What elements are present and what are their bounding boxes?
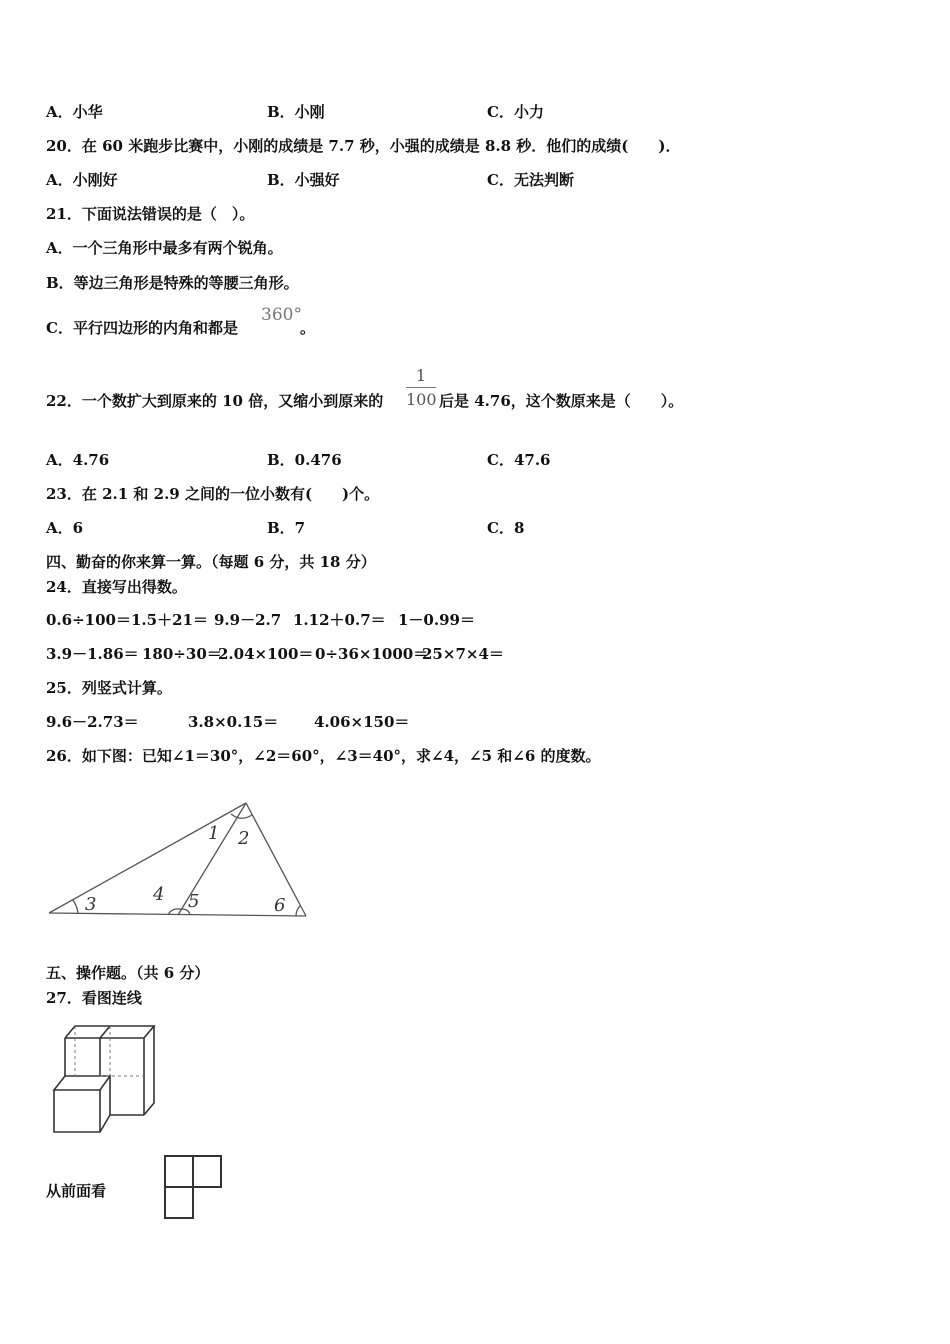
angle-arc-3 <box>73 900 78 913</box>
q21-option-a: A．一个三角形中最多有两个锐角。 <box>46 239 283 257</box>
angle-label-6: 6 <box>274 895 286 916</box>
q21-option-c-suffix: 。 <box>300 319 316 337</box>
q20-stem: 20．在 60 米跑步比赛中，小刚的成绩是 7.7 秒，小强的成绩是 8.8 秒．他们的成绩( )． <box>46 137 681 155</box>
q19-option-b: B．小刚 <box>267 103 325 121</box>
q25-stem: 25．列竖式计算。 <box>46 679 172 697</box>
triangle-side-left <box>49 803 246 913</box>
q25-item2: 3.8×0.15＝ <box>188 713 279 731</box>
q23-option-b: B．7 <box>267 519 306 537</box>
q25-item3: 4.06×150＝ <box>314 713 410 731</box>
section5-title: 五、操作题。（共 6 分） <box>46 964 210 982</box>
q25-item1: 9.6－2.73＝ <box>46 713 139 731</box>
front-view-figure <box>162 1153 226 1223</box>
angle-label-5: 5 <box>188 891 200 912</box>
q22-option-c: C．47.6 <box>487 451 551 469</box>
q24-r2-item3: 2.04×100＝ <box>218 645 314 663</box>
q27-stem: 27．看图连线 <box>46 989 142 1007</box>
angle-label-3: 3 <box>85 894 97 915</box>
angle-arc-6 <box>296 906 300 916</box>
q24-r2-item2: 180÷30＝ <box>142 645 222 663</box>
q21-angle-value: 360° <box>261 305 302 325</box>
section4-title: 四、勤奋的你来算一算。（每题 6 分，共 18 分） <box>46 553 376 571</box>
q24-stem: 24．直接写出得数。 <box>46 578 187 596</box>
q27-view-label: 从前面看 <box>46 1182 107 1200</box>
cube-stack-figure <box>44 1020 159 1140</box>
angle-label-4: 4 <box>153 884 165 905</box>
q20-option-a: A．小刚好 <box>46 171 118 189</box>
triangle-figure <box>40 795 320 925</box>
q24-r2-item4: 0÷36×1000＝ <box>315 645 429 663</box>
q22-stem-suffix: 后是 4.76，这个数原来是（ ）。 <box>439 392 684 410</box>
q22-option-b: B．0.476 <box>267 451 342 469</box>
q24-r2-item5: 25×7×4＝ <box>422 645 504 663</box>
angle-label-2: 2 <box>238 828 250 849</box>
q19-option-c: C．小力 <box>487 103 544 121</box>
q22-fraction-denominator: 100 <box>406 390 437 409</box>
angle-arc-top <box>231 814 252 818</box>
q21-option-b: B．等边三角形是特殊的等腰三角形。 <box>46 274 299 292</box>
q24-r1-item2: 1.5＋21＝ <box>131 611 208 629</box>
q21-stem: 21．下面说法错误的是（ ）。 <box>46 205 255 223</box>
q22-fraction <box>406 366 436 409</box>
q24-r1-item1: 0.6÷100＝ <box>46 611 131 629</box>
q24-r1-item4: 1.12＋0.7＝ <box>293 611 386 629</box>
q22-stem-prefix: 22．一个数扩大到原来的 10 倍，又缩小到原来的 <box>46 392 384 410</box>
q21-option-c <box>46 318 238 338</box>
q22-fraction-numerator: 1 <box>415 366 427 385</box>
q22-fraction-bar <box>406 387 436 388</box>
q26-stem: 26．如下图：已知∠1＝30°，∠2＝60°，∠3＝40°，求∠4，∠5 和∠6 的度数。 <box>46 747 601 765</box>
q21-option-c-prefix: C．平行四边形的内角和都是 <box>46 319 238 337</box>
q23-stem: 23．在 2.1 和 2.9 之间的一位小数有( )个。 <box>46 485 380 503</box>
q24-r1-item3: 9.9－2.7 <box>214 611 282 629</box>
q23-option-c: C．8 <box>487 519 525 537</box>
q22-option-a: A．4.76 <box>46 451 110 469</box>
angle-label-1: 1 <box>208 823 220 844</box>
q19-option-a: A．小华 <box>46 103 103 121</box>
q24-r2-item1: 3.9－1.86＝ <box>46 645 139 663</box>
q20-option-c: C．无法判断 <box>487 171 574 189</box>
q20-option-b: B．小强好 <box>267 171 340 189</box>
q23-option-a: A．6 <box>46 519 84 537</box>
q24-r1-item5: 1－0.99＝ <box>398 611 475 629</box>
